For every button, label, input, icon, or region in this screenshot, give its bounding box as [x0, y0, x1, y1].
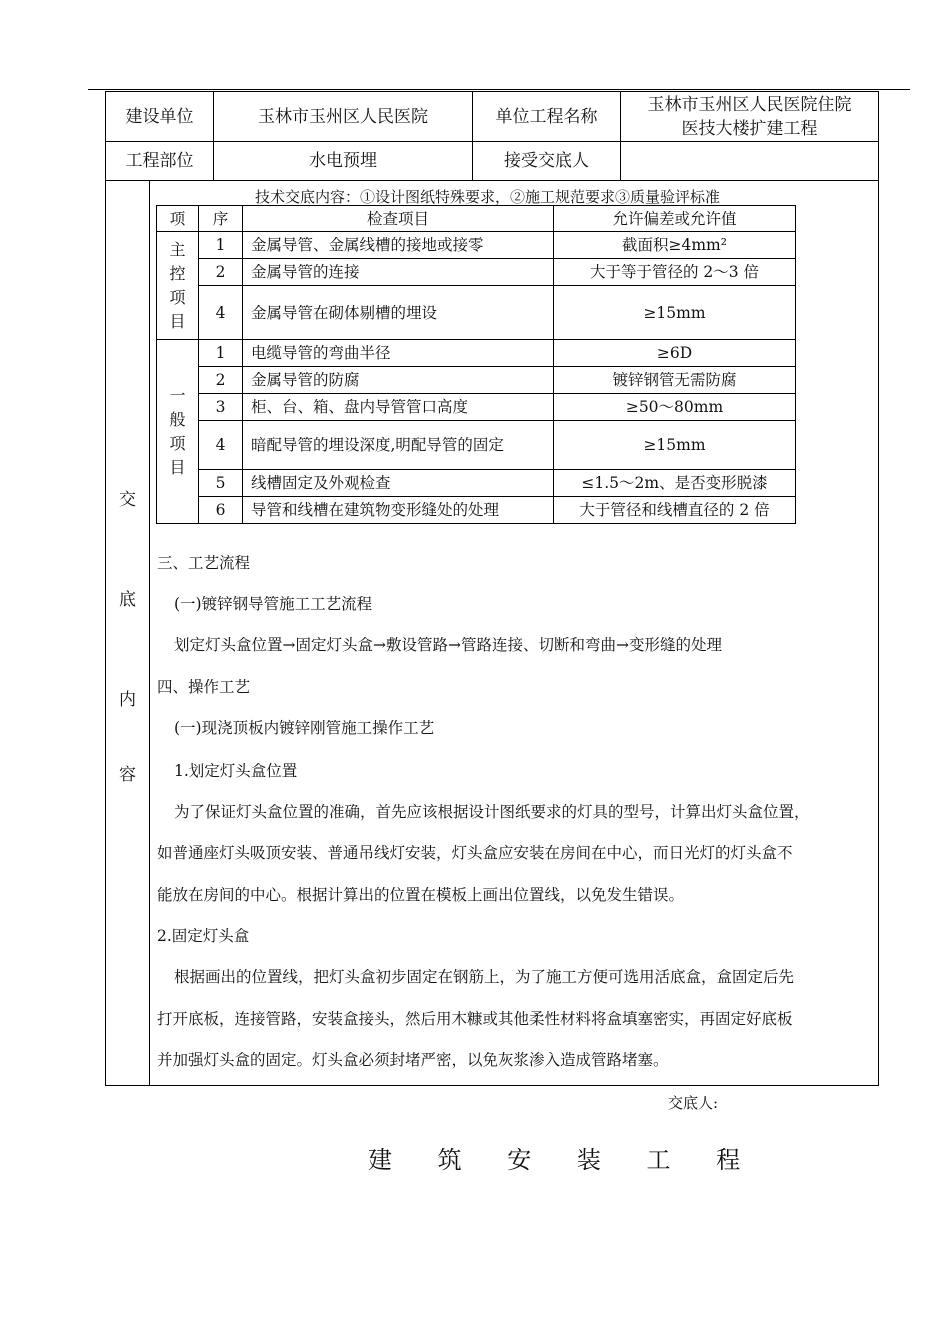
- top-rule: [88, 89, 910, 90]
- category-char: 项: [169, 287, 186, 307]
- category-char: 目: [169, 457, 186, 477]
- subsection-heading: (一)现浇顶板内镀锌刚管施工操作工艺: [174, 719, 435, 737]
- row-item: 线槽固定及外观检查: [243, 470, 554, 497]
- step-heading: 2.固定灯头盒: [157, 927, 250, 945]
- paragraph-line: 根据画出的位置线，把灯头盒初步固定在钢筋上，为了施工方便可选用活底盒，盒固定后先: [174, 968, 795, 986]
- process-flow: 划定灯头盒位置→固定灯头盒→敷设管路→管路连接、切断和弯曲→变形缝的处理: [174, 636, 722, 654]
- category-char: 目: [169, 311, 186, 331]
- receiver-value: [621, 142, 879, 181]
- inspection-table: [156, 205, 796, 524]
- side-label-char: 内: [119, 690, 136, 710]
- category-char: 主: [169, 239, 186, 259]
- row-item: 导管和线槽在建筑物变形缝处的处理: [243, 497, 554, 524]
- row-value: ≥6D: [554, 340, 796, 367]
- main-control-category: [157, 232, 199, 340]
- row-item: 电缆导管的弯曲半径: [243, 340, 554, 367]
- paragraph-line: 打开底板，连接管路，安装盒接头，然后用木糠或其他柔性材料将盒填塞密实，再固定好底板: [157, 1010, 793, 1028]
- row-value: 大于等于管径的 2～3 倍: [554, 259, 796, 286]
- project-name-label: 单位工程名称: [473, 92, 621, 142]
- construction-unit-label: 建设单位: [106, 92, 214, 142]
- paragraph-line: 并加强灯头盒的固定。灯头盒必须封堵严密，以免灰浆渗入造成管路堵塞。: [157, 1051, 669, 1069]
- row-value: 大于管径和线槽直径的 2 倍: [554, 497, 796, 524]
- row-seq: 2: [199, 367, 243, 394]
- row-item: 金属导管的防腐: [243, 367, 554, 394]
- section-heading: 四、操作工艺: [157, 678, 251, 696]
- project-name-line1: 玉林市玉州区人民医院住院: [647, 94, 852, 115]
- header-table: [105, 91, 879, 181]
- row-item: 暗配导管的埋设深度,明配导管的固定: [243, 421, 554, 470]
- category-char: 项: [169, 433, 186, 453]
- row-item: 金属导管、金属线槽的接地或接零: [243, 232, 554, 259]
- paragraph-line: 能放在房间的中心。根据计算出的位置在模板上画出位置线，以免发生错误。: [157, 886, 685, 904]
- category-char: 一: [169, 385, 186, 405]
- category-char: 控: [169, 263, 186, 283]
- row-item: 金属导管的连接: [243, 259, 554, 286]
- row-seq: 4: [199, 286, 243, 340]
- side-label-char: 交: [119, 490, 136, 510]
- project-name-line2: 医技大楼扩建工程: [681, 118, 818, 139]
- project-name-value: [621, 92, 879, 142]
- subsection-heading: (一)镀锌钢导管施工工艺流程: [174, 595, 373, 613]
- column-header: 允许偏差或允许值: [554, 206, 796, 232]
- row-seq: 4: [199, 421, 243, 470]
- row-seq: 1: [199, 232, 243, 259]
- row-value: ≥50～80mm: [554, 394, 796, 421]
- section-heading: 三、工艺流程: [157, 554, 251, 572]
- content-divider: [149, 180, 150, 1085]
- location-value: 水电预埋: [214, 142, 473, 181]
- row-value: ≥15mm: [554, 421, 796, 470]
- column-header: 项: [157, 206, 199, 232]
- general-category: [157, 340, 199, 524]
- row-seq: 5: [199, 470, 243, 497]
- inspection-title: 技术交底内容：①设计图纸特殊要求，②施工规范要求③质量验评标准: [255, 188, 721, 206]
- row-value: 截面积≥4mm²: [554, 232, 796, 259]
- row-seq: 2: [199, 259, 243, 286]
- row-value: ≥15mm: [554, 286, 796, 340]
- row-item: 柜、台、箱、盘内导管管口高度: [243, 394, 554, 421]
- column-header: 检查项目: [243, 206, 554, 232]
- category-char: 般: [169, 409, 186, 429]
- row-seq: 1: [199, 340, 243, 367]
- paragraph-line: 为了保证灯头盒位置的准确，首先应该根据设计图纸要求的灯具的型号，计算出灯头盒位置，: [174, 803, 810, 821]
- signature-label: 交底人:: [668, 1094, 719, 1112]
- construction-unit-value: 玉林市玉州区人民医院: [214, 92, 473, 142]
- step-heading: 1.划定灯头盒位置: [174, 762, 298, 780]
- column-header: 序: [199, 206, 243, 232]
- row-value: 镀锌钢管无需防腐: [554, 367, 796, 394]
- paragraph-line: 如普通座灯头吸顶安装、普通吊线灯安装，灯头盒应安装在房间在中心，而日光灯的灯头盒不: [157, 844, 793, 862]
- row-value: ≤1.5～2m、是否变形脱漆: [554, 470, 796, 497]
- footer-title: 建 筑 安 装 工 程: [368, 1146, 760, 1174]
- side-label-char: 底: [119, 590, 136, 610]
- row-seq: 6: [199, 497, 243, 524]
- side-label-char: 容: [119, 765, 136, 785]
- row-item: 金属导管在砌体剔槽的埋设: [243, 286, 554, 340]
- row-seq: 3: [199, 394, 243, 421]
- receiver-label: 接受交底人: [473, 142, 621, 181]
- location-label: 工程部位: [106, 142, 214, 181]
